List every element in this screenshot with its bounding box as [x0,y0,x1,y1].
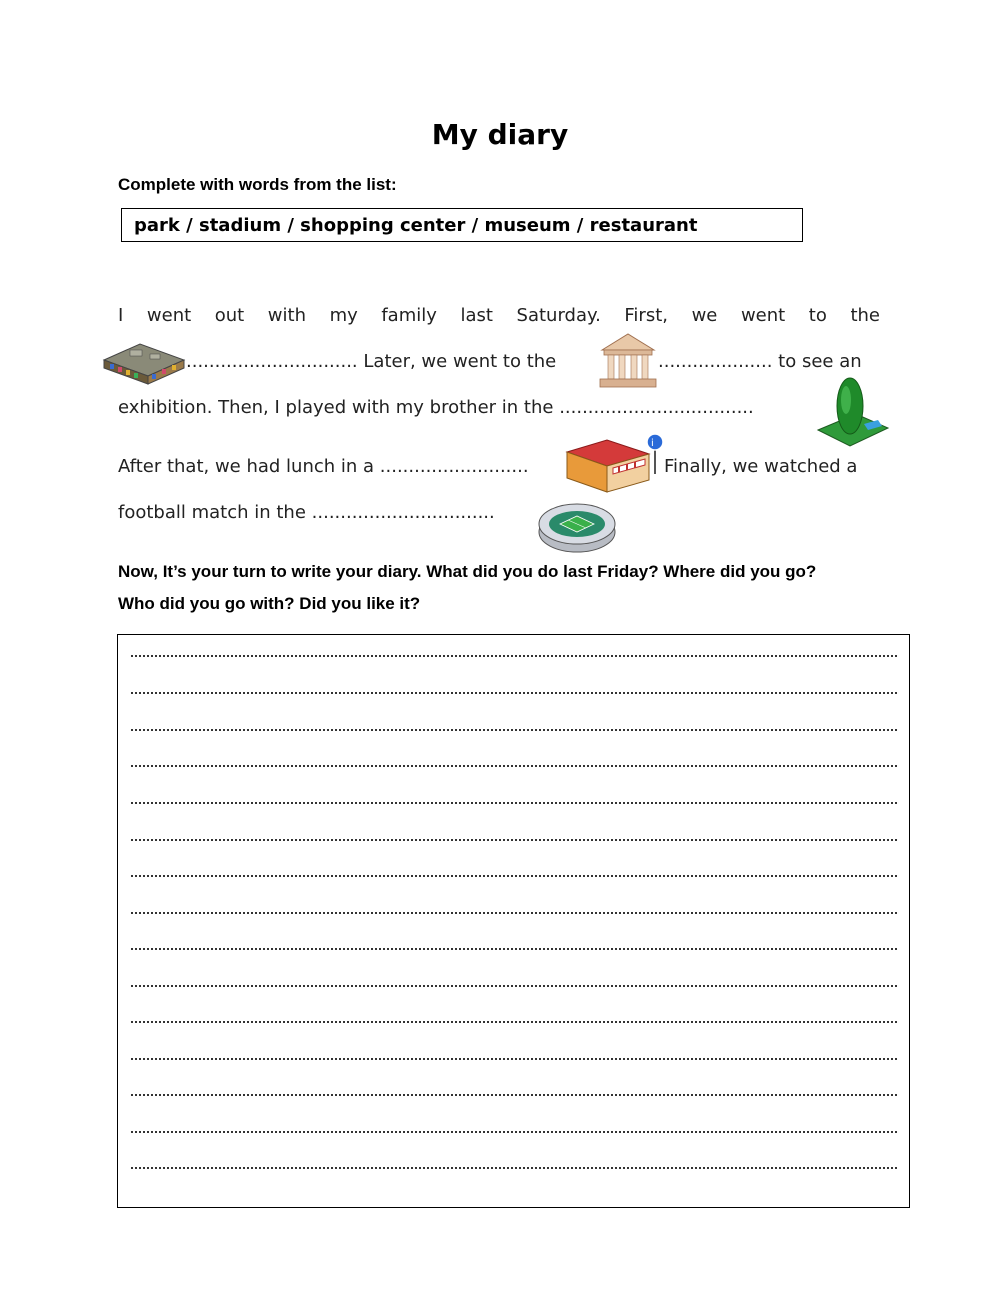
writing-line[interactable] [131,802,897,804]
writing-line[interactable] [131,692,897,694]
story-line-5 [118,502,495,524]
writing-line[interactable] [131,1167,897,1169]
writing-line[interactable] [131,655,897,657]
blank-1[interactable]: .............................. [186,351,358,372]
story-line-2 [186,351,556,373]
word-list: park / stadium / shopping center / museum / restaurant [134,215,698,236]
story-text: exhibition. Then, I played with my brother in the [118,397,554,418]
restaurant-icon [563,432,667,499]
writing-line[interactable] [131,912,897,914]
svg-text:i: i [651,438,654,449]
writing-box[interactable] [117,634,910,1208]
story-text: football match in the [118,502,306,523]
blank-3[interactable]: .................................. [559,397,754,418]
shopping-center-icon [100,338,188,391]
word-list-box [121,208,803,242]
writing-line[interactable] [131,765,897,767]
story-line-2-end [658,351,862,373]
blank-5[interactable]: ................................ [311,502,495,523]
writing-line[interactable] [131,948,897,950]
story-text: Later, we went to the [363,351,557,372]
story-line-4-end: Finally, we watched a [664,456,858,477]
instruction-complete: Complete with words from the list: [118,175,397,194]
writing-line[interactable] [131,985,897,987]
story-text: After that, we had lunch in a [118,456,375,477]
blank-2[interactable]: .................... [658,351,773,372]
park-icon [816,376,890,453]
page-title: My diary [431,118,569,151]
writing-line[interactable] [131,839,897,841]
story-text: to see an [778,351,862,372]
blank-4[interactable]: .......................... [379,456,529,477]
writing-line[interactable] [131,1021,897,1023]
story-line-1: I went out with my family last Saturday. First, we went to the [118,305,880,326]
story-line-4 [118,456,529,478]
instruction-write-2: Who did you go with? Did you like it? [118,594,421,613]
writing-line[interactable] [131,875,897,877]
writing-line[interactable] [131,1058,897,1060]
story-line-3 [118,397,754,419]
writing-line[interactable] [131,1094,897,1096]
writing-line[interactable] [131,729,897,731]
stadium-icon [536,498,618,561]
writing-line[interactable] [131,1131,897,1133]
museum-icon [596,330,660,397]
instruction-write-1: Now, It’s your turn to write your diary. What did you do last Friday? Where did you go? [118,562,817,581]
